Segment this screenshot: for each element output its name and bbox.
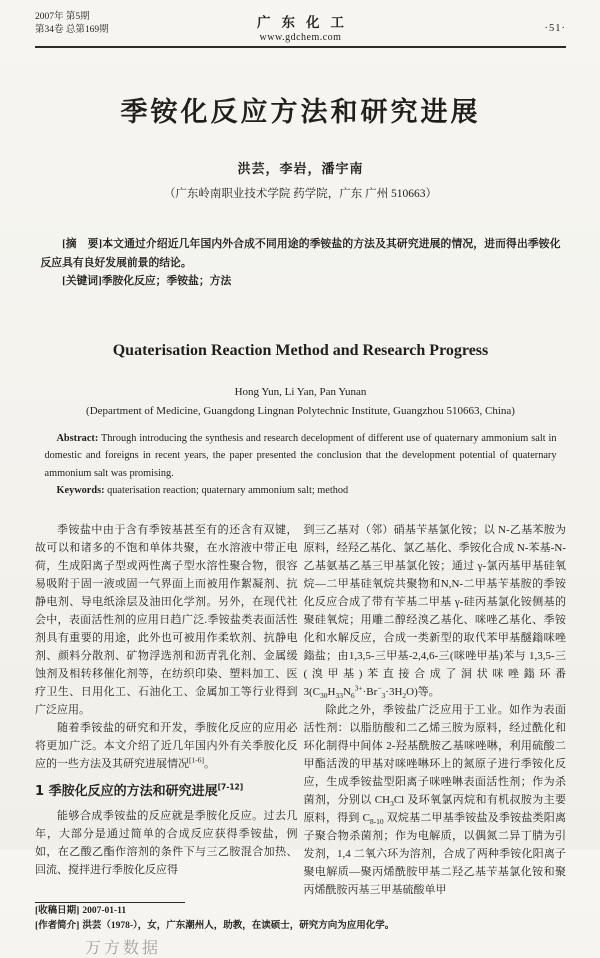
keywords-zh-text: 季胺化反应；季铵盐；方法: [101, 275, 232, 287]
footnote-rule: [35, 902, 185, 903]
footnote-block: [35, 902, 565, 958]
issue-volume-line: 第34卷 总第169期: [35, 25, 109, 35]
received-date-value: 2007-01-11: [82, 905, 127, 916]
author-bio-line: [35, 919, 565, 934]
affiliation-zh: （广东岭南职业技术学院 药学院，广东 广州 510663）: [163, 188, 438, 200]
body-paragraph: 随着季铵盐的研究和开发，季胺化反应的应用必将更加广泛。本文介绍了近几年国内外有关季胺化反应的一些方法及其研究进展情况[1-6]。: [35, 721, 298, 770]
abstract-zh-paragraph: [41, 235, 561, 272]
keywords-en-line: [45, 482, 557, 500]
journal-name-block: [185, 11, 416, 43]
keywords-zh-line: [41, 272, 561, 291]
abstract-zh-label: [摘 要]: [62, 238, 103, 250]
section-heading-1: 1 季胺化反应的方法和研究进展[7-12]: [35, 782, 244, 799]
right-column: [304, 521, 567, 899]
abstract-zh-block: [41, 235, 561, 291]
received-date-line: [35, 904, 565, 919]
abstract-en-label: Abstract:: [56, 432, 99, 444]
wanfang-watermark: 万方数据: [85, 937, 162, 957]
abstract-en-block: [45, 430, 557, 500]
body-paragraph: 能够合成季铵盐的反应就是季胺化反应。过去几年，大部分是通过简单的合成反应获得季铵盐，例如，在乙酸乙酯作溶剂的条件下与三乙胺混合加热、回流、搅拌进行季胺化反应得: [35, 809, 298, 876]
body-paragraph: 季铵盐中由于含有季铵基甚至有的还含有双键，故可以和诸多的不饱和单体共聚，在水溶液中带正电荷，生成阳离子型或两性离子型水溶性聚合物，很容易吸附于固一液或固一气界面上而被用作絮凝剂、抗静电剂、导电纸涂层及油田化学剂。另外，在现代社会中，表面活性剂的应用日趋广泛.季铵盐类表面活性剂具有重要的用途，此外也可被用作柔软剂、抗静电剂、颜料分散剂、矿物浮选剂和沥青乳化剂、金属缓蚀剂及相转移催化剂等，在纺织印染、塑料加工、医疗卫生、日用化工、石油化工、金属加工等行业得到广泛应用。: [35, 523, 298, 716]
issue-info: [35, 11, 185, 37]
journal-name: 广东化工: [257, 15, 355, 30]
body-paragraph: 到三乙基对（邻）硝基苄基氯化铵；以 N-乙基苯胺为原料，经羟乙基化、氯乙基化、季铵化合成 N-苯基-N-乙基氨基乙基三甲基氯化铵；通过 γ-氯丙基甲基硅氧烷—二甲基硅氧烷共聚物和N,N-二甲基苄基胺的季铵化反应合成了带有苄基二甲基 γ-硅丙基氯化铵侧基的聚硅氧烷；用雕二醇经溴乙基化、咪唑乙基化、季铵化和水解反应，合成一类新型的取代苯甲基醚鎓咪唑鎓盐；由1,3,5-三甲基-2,4,6-三(咪唑甲基)苯与 1,3,5-三(溴甲基)苯直接合成了洞状咪唑鎓环番 $3(C_{30}H_{33}N_6^{3+}\cdot Br^-_3\cdot 3H_2O)$等。: [303, 523, 566, 700]
body-columns: [35, 521, 566, 899]
received-date-label: [收稿日期]: [35, 905, 80, 916]
keywords-en-text: quaterisation reaction; quaternary ammonium salt; method: [104, 485, 349, 496]
authors-en: Hong Yun, Li Yan, Pan Yunan: [234, 385, 367, 398]
affiliation-en: (Department of Medicine, Guangdong Lingnan Polytechnic Institute, Guangzhou 510663, China): [86, 404, 515, 417]
abstract-en-paragraph: [45, 430, 557, 483]
author-bio-label: [作者简介]: [35, 921, 80, 931]
abstract-en-text: Through introducing the synthesis and research decelopment of different use of quaternary ammonium salt in domestic and foreigns in recent years, the paper presented the conclusion that the development potential of quaternary ammonium salt was promising.: [44, 432, 557, 479]
article-title-en: Quaterisation Reaction Method and Research Progress: [112, 341, 489, 359]
keywords-en-label: Keywords:: [56, 485, 105, 496]
abstract-zh-text: 本文通过介绍近几年国内外合成不同用途的季铵盐的方法及其研究进展的情况，进而得出季铵化反应具有良好发展前景的结论。: [40, 238, 561, 269]
journal-url: www.gdchem.com: [259, 32, 342, 43]
article-title-zh: 季铵化反应方法和研究进展: [120, 97, 481, 128]
author-bio-text: 洪芸（1978-），女，广东潮州人，助教，在读硕士，研究方向为应用化学。: [82, 921, 395, 931]
authors-zh: 洪芸，李岩，潘宇南: [237, 161, 364, 176]
page-number: ·51·: [544, 23, 566, 34]
body-paragraph: 除此之外，季铵盐广泛应用于工业。如作为表面活性剂：以脂肪酸和二乙烯三胺为原料，经过酰化和环化制得中间体 2-羟基酰胺乙基咪唑啉，利用硫酸二甲酯活泼的甲基对咪唑啉环上的氮原子进行季铵化反应，生成季铵盐型阳离子咪唑啉表面活性剂；作为杀菌剂，分别以 $CH_3Cl$ 及环氧氯丙烷和有机叔胺为主要原料，得到 $C_{8-10}$ 双烷基二甲基季铵盐及季铵盐类阳离子聚合物杀菌剂；作为电解质，以偶氮二异丁腈为引发剂，1,4 二氧六环为溶剂，合成了两种季铵化阳离子聚电解质—聚丙烯酰胺甲基二羟乙基苄基氯化铵和聚丙烯酰胺丙基三甲基硫酸单甲: [303, 703, 567, 896]
journal-masthead: [35, 11, 566, 43]
issue-year-line: 2007年 第5期: [35, 12, 90, 22]
keywords-zh-label: [关键词]: [62, 275, 102, 287]
masthead-rule: [35, 46, 566, 48]
left-column: [35, 521, 298, 899]
